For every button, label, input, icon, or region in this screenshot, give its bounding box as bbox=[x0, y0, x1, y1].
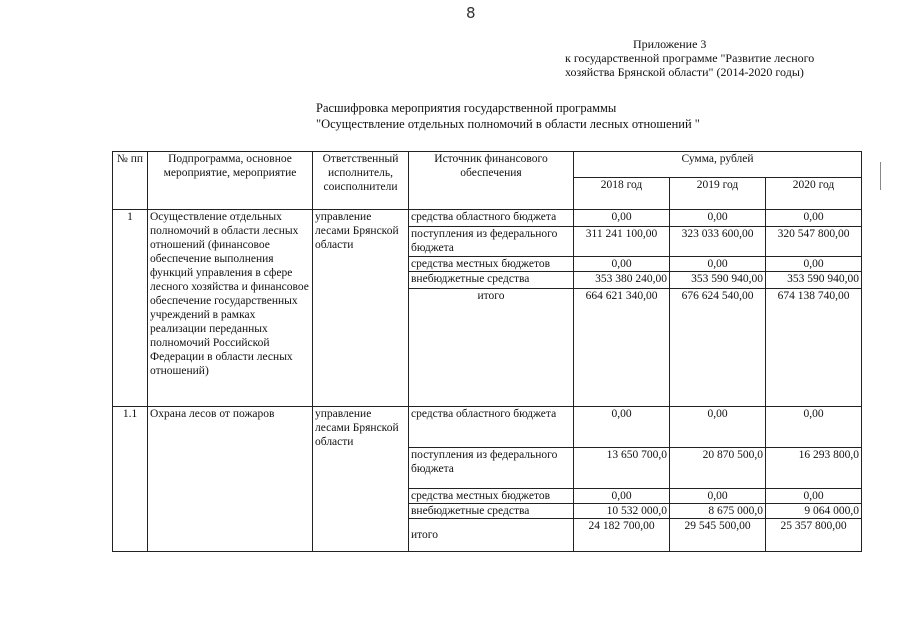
source-cell: поступления из федерального бюджета bbox=[409, 227, 574, 257]
source-cell: средства местных бюджетов bbox=[409, 257, 574, 272]
group-2-executor: управление лесами Брянской области bbox=[313, 407, 409, 552]
value-cell: 0,00 bbox=[670, 489, 766, 504]
title-line-2: "Осуществление отдельных полномочий в области лесных отношений " bbox=[316, 117, 700, 131]
source-cell: поступления из федерального бюджета bbox=[409, 448, 574, 489]
group-1-num: 1 bbox=[113, 210, 148, 407]
source-cell: средства областного бюджета bbox=[409, 210, 574, 227]
value-cell: 0,00 bbox=[766, 257, 862, 272]
value-cell: 320 547 800,00 bbox=[766, 227, 862, 257]
title-line-1: Расшифровка мероприятия государственной программы bbox=[316, 101, 617, 115]
group-2-num: 1.1 bbox=[113, 407, 148, 552]
header-year-2018: 2018 год bbox=[574, 178, 670, 210]
header-subprogram: Подпрограмма, основное мероприятие, мероприятие bbox=[148, 152, 313, 210]
header-source: Источник финансового обеспечения bbox=[409, 152, 574, 210]
value-cell: 16 293 800,0 bbox=[766, 448, 862, 489]
source-cell: внебюджетные средства bbox=[409, 504, 574, 519]
value-cell: 323 033 600,00 bbox=[670, 227, 766, 257]
header-year-2019: 2019 год bbox=[670, 178, 766, 210]
total-label: итого bbox=[409, 289, 574, 407]
total-value: 25 357 800,00 bbox=[766, 519, 862, 552]
total-label: итого bbox=[409, 519, 574, 552]
value-cell: 0,00 bbox=[670, 257, 766, 272]
group-2-name: Охрана лесов от пожаров bbox=[148, 407, 313, 552]
appendix-line-1: Приложение 3 bbox=[633, 37, 707, 51]
group-1-name: Осуществление отдельных полномочий в области лесных отношений (финансовое обеспечение выполнения функций управления в сфере лесного хозяйства и финансовое обеспечение государственных учреждений в рамках реализации переданных полномочий Российской Федерации в области лесных отношений) bbox=[148, 210, 313, 407]
total-value: 24 182 700,00 bbox=[574, 519, 670, 552]
header-num: № пп bbox=[113, 152, 148, 210]
value-cell: 353 590 940,00 bbox=[766, 272, 862, 289]
value-cell: 0,00 bbox=[574, 407, 670, 448]
value-cell: 0,00 bbox=[766, 210, 862, 227]
page-number: 8 bbox=[466, 4, 476, 22]
total-value: 29 545 500,00 bbox=[670, 519, 766, 552]
value-cell: 353 590 940,00 bbox=[670, 272, 766, 289]
appendix-header bbox=[565, 37, 814, 79]
value-cell: 0,00 bbox=[670, 210, 766, 227]
total-value: 664 621 340,00 bbox=[574, 289, 670, 407]
margin-mark bbox=[880, 162, 881, 190]
group-1-executor: управление лесами Брянской области bbox=[313, 210, 409, 407]
header-year-2020: 2020 год bbox=[766, 178, 862, 210]
document-title bbox=[316, 100, 700, 132]
source-cell: средства местных бюджетов bbox=[409, 489, 574, 504]
header-executor: Ответственный исполнитель, соисполнители bbox=[313, 152, 409, 210]
total-value: 674 138 740,00 bbox=[766, 289, 862, 407]
value-cell: 353 380 240,00 bbox=[574, 272, 670, 289]
financing-table bbox=[112, 151, 862, 552]
appendix-line-2: к государственной программе "Развитие лесного bbox=[565, 51, 815, 65]
value-cell: 0,00 bbox=[766, 407, 862, 448]
value-cell: 20 870 500,0 bbox=[670, 448, 766, 489]
value-cell: 13 650 700,0 bbox=[574, 448, 670, 489]
source-cell: внебюджетные средства bbox=[409, 272, 574, 289]
value-cell: 0,00 bbox=[766, 489, 862, 504]
source-cell: средства областного бюджета bbox=[409, 407, 574, 448]
value-cell: 0,00 bbox=[670, 407, 766, 448]
header-amount: Сумма, рублей bbox=[574, 152, 862, 178]
value-cell: 9 064 000,0 bbox=[766, 504, 862, 519]
value-cell: 0,00 bbox=[574, 489, 670, 504]
value-cell: 0,00 bbox=[574, 210, 670, 227]
value-cell: 10 532 000,0 bbox=[574, 504, 670, 519]
appendix-line-3: хозяйства Брянской области" (2014-2020 годы) bbox=[565, 65, 804, 79]
value-cell: 0,00 bbox=[574, 257, 670, 272]
total-value: 676 624 540,00 bbox=[670, 289, 766, 407]
value-cell: 311 241 100,00 bbox=[574, 227, 670, 257]
value-cell: 8 675 000,0 bbox=[670, 504, 766, 519]
